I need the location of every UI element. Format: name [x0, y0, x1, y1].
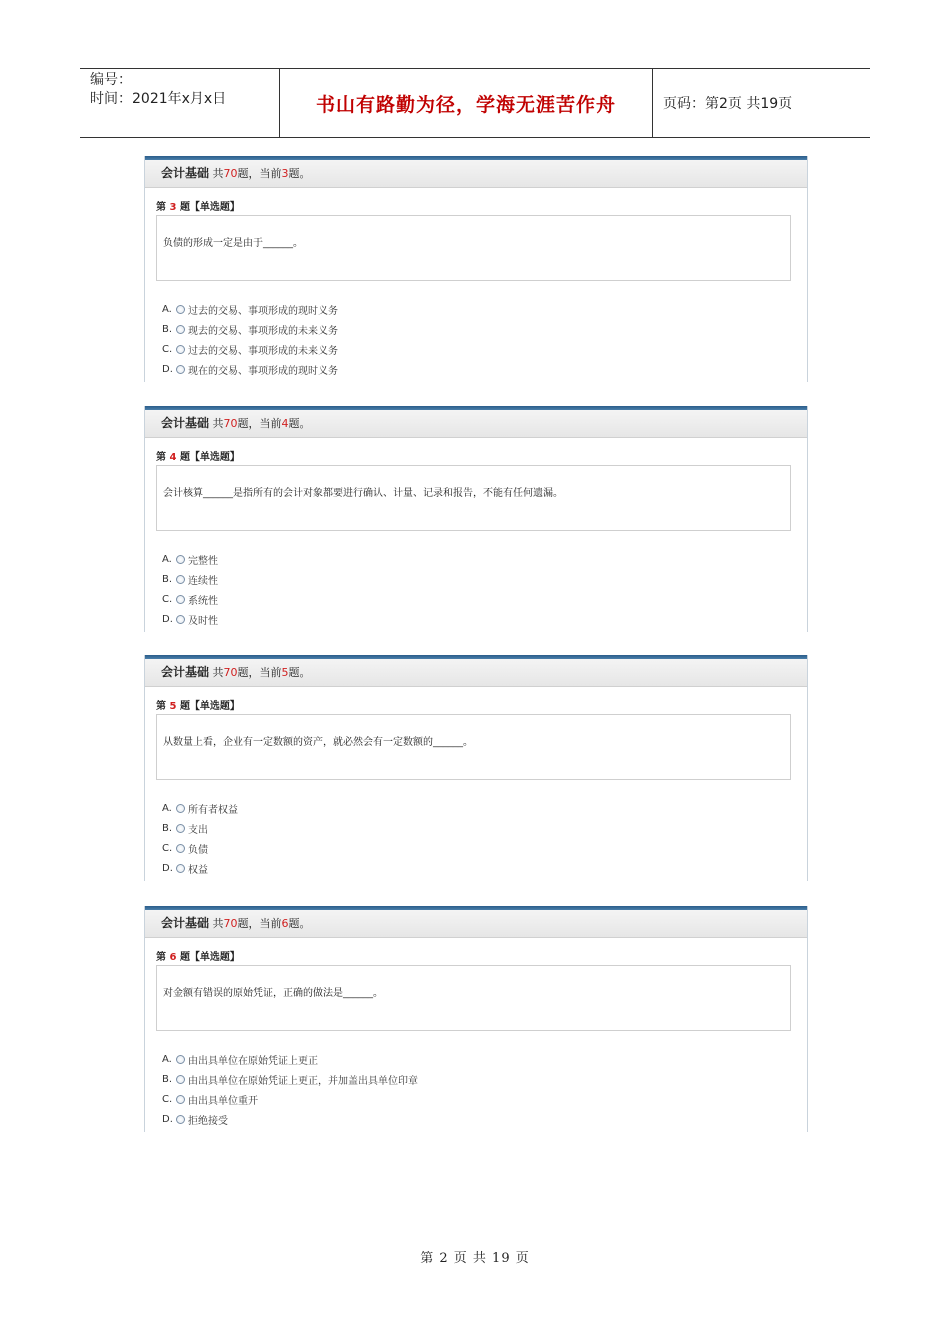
option-d[interactable]: D. 及时性	[162, 613, 218, 627]
header-meta	[80, 69, 280, 137]
header-page-info: 页码：第2页 共19页	[663, 96, 793, 112]
radio-button[interactable]	[176, 824, 185, 833]
radio-button[interactable]	[176, 555, 185, 564]
current-index: 5	[281, 666, 289, 679]
question-heading: 第 4 题【单选题】	[156, 452, 240, 463]
option-a[interactable]: A. 由出具单位在原始凭证上更正	[162, 1053, 318, 1067]
current-index: 6	[281, 917, 289, 930]
question-text: 从数量上看，企业有一定数额的资产，就必然会有一定数额的______。	[156, 714, 791, 780]
subject-title: 会计基础	[161, 665, 210, 679]
question-text: 对金额有错误的原始凭证，正确的做法是______。	[156, 965, 791, 1031]
question-panel-4	[144, 406, 808, 632]
radio-button[interactable]	[176, 595, 185, 604]
subject-title: 会计基础	[161, 916, 210, 930]
option-list	[145, 299, 807, 379]
panel-title-bar: 会计基础 共70题，当前4题。	[145, 410, 807, 438]
subject-title: 会计基础	[161, 166, 210, 180]
question-heading: 第 6 题【单选题】	[156, 952, 240, 963]
option-b[interactable]: B. 连续性	[162, 573, 218, 587]
header-motto: 书山有路勤为径，学海无涯苦作舟	[280, 69, 653, 137]
current-index: 3	[281, 167, 289, 180]
option-b[interactable]: B. 现去的交易、事项形成的未来义务	[162, 323, 338, 337]
radio-button[interactable]	[176, 1075, 185, 1084]
option-a[interactable]: A. 所有者权益	[162, 802, 238, 816]
option-c[interactable]: C. 负债	[162, 842, 208, 856]
radio-button[interactable]	[176, 365, 185, 374]
number-label: 编号：	[90, 72, 132, 88]
radio-button[interactable]	[176, 325, 185, 334]
total-count: 70	[223, 917, 238, 930]
option-list	[145, 1049, 807, 1129]
radio-button[interactable]	[176, 575, 185, 584]
radio-button[interactable]	[176, 345, 185, 354]
radio-button[interactable]	[176, 615, 185, 624]
time-label: 时间：2021年x月x日	[90, 91, 227, 107]
option-a[interactable]: A. 过去的交易、事项形成的现时义务	[162, 303, 338, 317]
document-header	[80, 68, 870, 138]
question-text: 负债的形成一定是由于______。	[156, 215, 791, 281]
total-count: 70	[223, 417, 238, 430]
panel-title-bar: 会计基础 共70题，当前6题。	[145, 910, 807, 938]
radio-button[interactable]	[176, 1055, 185, 1064]
radio-button[interactable]	[176, 1095, 185, 1104]
radio-button[interactable]	[176, 305, 185, 314]
question-panel-6	[144, 906, 808, 1132]
panel-title-bar: 会计基础 共70题，当前5题。	[145, 659, 807, 687]
radio-button[interactable]	[176, 1115, 185, 1124]
radio-button[interactable]	[176, 864, 185, 873]
subject-title: 会计基础	[161, 416, 210, 430]
panel-title-bar: 会计基础 共70题，当前3题。	[145, 160, 807, 188]
option-d[interactable]: D. 权益	[162, 862, 208, 876]
question-heading: 第 3 题【单选题】	[156, 202, 240, 213]
option-c[interactable]: C. 过去的交易、事项形成的未来义务	[162, 343, 338, 357]
radio-button[interactable]	[176, 804, 185, 813]
option-c[interactable]: C. 由出具单位重开	[162, 1093, 258, 1107]
option-list	[145, 549, 807, 629]
total-count: 70	[223, 167, 238, 180]
option-d[interactable]: D. 拒绝接受	[162, 1113, 228, 1127]
radio-button[interactable]	[176, 844, 185, 853]
option-c[interactable]: C. 系统性	[162, 593, 218, 607]
option-list	[145, 798, 807, 878]
option-d[interactable]: D. 现在的交易、事项形成的现时义务	[162, 363, 338, 377]
current-index: 4	[281, 417, 289, 430]
option-a[interactable]: A. 完整性	[162, 553, 218, 567]
question-panel-3	[144, 156, 808, 382]
total-count: 70	[223, 666, 238, 679]
question-panel-5	[144, 655, 808, 881]
page-footer: 第 2 页 共 19 页	[420, 1251, 530, 1266]
option-b[interactable]: B. 由出具单位在原始凭证上更正，并加盖出具单位印章	[162, 1073, 418, 1087]
question-text: 会计核算______是指所有的会计对象都要进行确认、计量、记录和报告，不能有任何遗漏。	[156, 465, 791, 531]
question-heading: 第 5 题【单选题】	[156, 701, 240, 712]
option-b[interactable]: B. 支出	[162, 822, 208, 836]
